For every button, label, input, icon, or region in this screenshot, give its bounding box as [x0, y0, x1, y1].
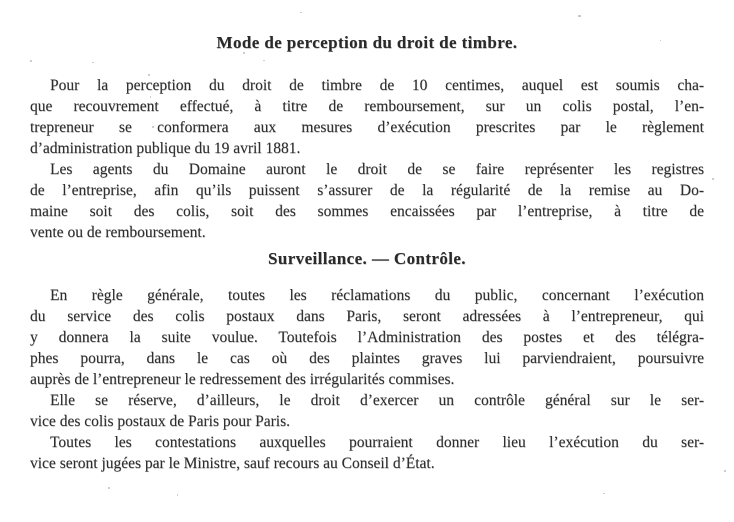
scan-speck: [30, 60, 32, 62]
scan-speck: [300, 12, 302, 13]
text-line: de l’entreprise, afin qu’ils puissent s’assurer de la régularité de la remise au Do-: [30, 182, 704, 199]
scan-speck: [243, 52, 245, 54]
text-line: auprès de l’entrepreneur le redressement des irrégularités commises.: [30, 371, 455, 388]
scan-speck: [660, 40, 661, 41]
text-line: d’administration publique du 19 avril 1881.: [30, 140, 301, 157]
text-line: du service des colis postaux dans Paris, seront adressées à l’entrepreneur, qui: [30, 308, 704, 325]
text-line: vice seront jugées par le Ministre, sauf recours au Conseil d’État.: [30, 455, 435, 472]
scan-speck: [470, 38, 472, 40]
section-heading-surveillance-controle: Surveillance. — Contrôle.: [268, 249, 466, 268]
paragraph-perception-timbre: [30, 75, 704, 159]
text-line: y donnera la suite voulue. Toutefois l’Administration des postes et des télégra-: [30, 329, 704, 346]
text-line: Elle se réserve, d’ailleurs, le droit d’exercer un contrôle général sur le ser-: [50, 392, 704, 409]
text-line: Les agents du Domaine auront le droit de se faire représenter les registres: [50, 161, 704, 178]
document-text-column: [30, 0, 704, 474]
scan-speck: [148, 74, 150, 76]
scan-speck: [177, 494, 178, 496]
scan-speck: [263, 60, 265, 61]
scan-speck: [108, 487, 110, 489]
paragraph-controle-general: [30, 390, 704, 432]
text-line: trepreneur se conformera aux mesures d’exécution prescrites par le règlement: [30, 119, 704, 136]
paragraph-agents-domaine: [30, 159, 704, 243]
text-line: maine soit des colis, soit des sommes encaissées par l’entreprise, à titre de: [30, 203, 704, 220]
scan-speck: [152, 126, 154, 128]
scan-speck: [603, 493, 605, 494]
scan-speck: [724, 470, 726, 472]
text-line: Pour la perception du droit de timbre de 10 centimes, auquel est soumis cha-: [50, 77, 704, 94]
text-line: phes pourra, dans le cas où des plaintes graves lui parviendraient, poursuivre: [30, 350, 704, 367]
text-line: que recouvrement effectué, à titre de remboursement, sur un colis postal, l’en-: [30, 98, 704, 115]
paragraph-contestations-ministre: [30, 432, 704, 474]
document-title: Mode de perception du droit de timbre.: [216, 33, 518, 52]
scan-speck: [295, 467, 297, 469]
text-line: En règle générale, toutes les réclamations du public, concernant l’exécution: [50, 287, 704, 304]
text-line: vice des colis postaux de Paris pour Paris.: [30, 413, 291, 430]
scan-speck: [578, 15, 581, 17]
scan-speck: [150, 96, 151, 98]
text-line: vente ou de remboursement.: [30, 224, 206, 241]
paragraph-reclamations-public: [30, 285, 704, 390]
scan-speck: [712, 178, 714, 180]
text-line: Toutes les contestations auxquelles pourraient donner lieu l’exécution du ser-: [50, 434, 704, 451]
scan-speck: [92, 62, 94, 63]
